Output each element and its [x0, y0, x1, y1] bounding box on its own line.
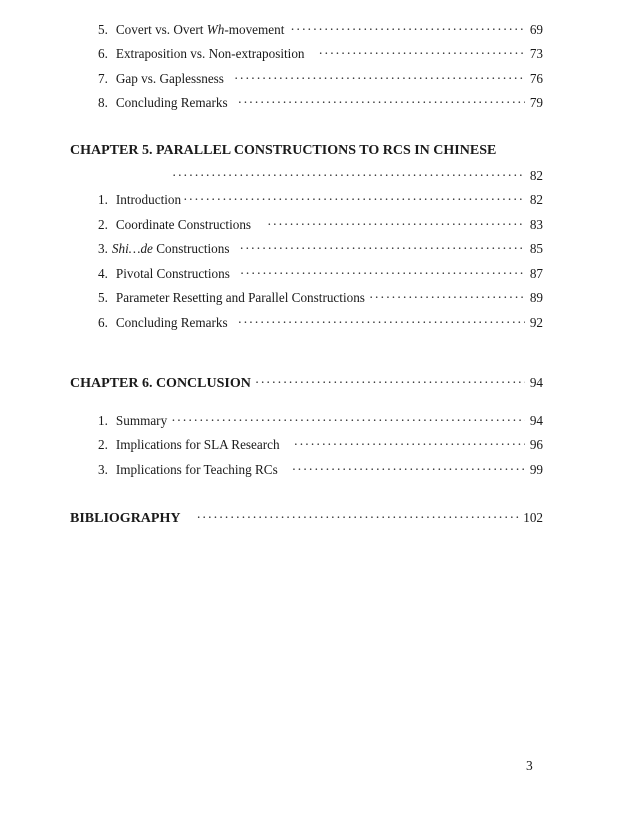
toc-entry-label: 5. Parameter Resetting and Parallel Constructions	[98, 290, 365, 305]
chapter-heading: CHAPTER 6. CONCLUSION	[70, 376, 251, 391]
toc-entry-label: 2. Coordinate Constructions	[98, 217, 252, 232]
toc-entry-label: 2. Implications for SLA Research	[98, 437, 280, 452]
bibliography-heading: BIBLIOGRAPHY	[70, 511, 181, 526]
toc-page-number: 94	[529, 375, 543, 390]
dot-leader	[183, 192, 525, 208]
dot-leader	[172, 168, 525, 184]
dot-leader	[234, 71, 525, 87]
dot-leader	[196, 510, 519, 526]
toc-page-number: 94	[529, 413, 543, 428]
toc-entry[interactable]	[98, 217, 543, 233]
toc-entry[interactable]	[98, 413, 543, 429]
dot-leader	[171, 413, 525, 429]
dot-leader	[294, 437, 525, 453]
page-number: 3	[526, 758, 533, 773]
toc-entry[interactable]	[98, 290, 543, 306]
toc-entry[interactable]	[98, 95, 543, 111]
toc-page-number: 102	[523, 510, 543, 525]
dot-leader	[319, 46, 525, 62]
toc-entry-label: 6. Extraposition vs. Non-extraposition	[98, 46, 305, 61]
toc-entry-label: 7. Gap vs. Gaplessness	[98, 71, 224, 86]
chapter-heading-line[interactable]	[70, 375, 543, 391]
toc-entry[interactable]	[98, 462, 543, 478]
chapter-heading[interactable]: CHAPTER 5. PARALLEL CONSTRUCTIONS TO RCS IN CHINESE	[70, 143, 497, 158]
toc-entry[interactable]	[98, 192, 543, 208]
toc-page-number: 82	[529, 168, 543, 183]
toc-entry[interactable]	[98, 437, 543, 453]
dot-leader	[238, 315, 525, 331]
toc-page-number: 99	[529, 462, 543, 477]
toc-entry-label: 8. Concluding Remarks	[98, 95, 228, 110]
toc-page-number: 83	[529, 217, 543, 232]
toc-page-number: 79	[529, 95, 543, 110]
toc-page-number: 69	[529, 22, 543, 37]
toc-page-number: 82	[529, 192, 543, 207]
toc-entry[interactable]	[98, 266, 543, 282]
toc-page-number: 87	[529, 266, 543, 281]
dot-leader	[239, 241, 525, 257]
toc-entry[interactable]	[98, 22, 543, 38]
toc-entry-label: 3. Implications for Teaching RCs	[98, 462, 278, 477]
dot-leader	[290, 22, 525, 38]
toc-entry-label: 1. Introduction	[98, 192, 182, 207]
dot-leader	[292, 462, 525, 478]
dot-leader	[255, 375, 525, 391]
toc-entry-label: 1. Summary	[98, 413, 168, 428]
bibliography-line[interactable]	[70, 510, 543, 526]
toc-page-number: 92	[529, 315, 543, 330]
dot-leader	[369, 290, 525, 306]
toc-page-number: 76	[529, 71, 543, 86]
toc-entry-label: 5. Covert vs. Overt Wh-movement	[98, 22, 285, 37]
toc-page-number: 85	[529, 241, 543, 256]
toc-entry-label: 3. Shi…de Constructions	[98, 241, 230, 256]
toc-page-number: 73	[529, 46, 543, 61]
toc-page-number: 96	[529, 437, 543, 452]
toc-entry-label: 4. Pivotal Constructions	[98, 266, 230, 281]
toc-entry-label: 6. Concluding Remarks	[98, 315, 228, 330]
toc-entry[interactable]	[98, 315, 543, 331]
dot-leader	[238, 95, 525, 111]
dot-leader	[240, 266, 525, 282]
toc-entry[interactable]	[98, 46, 543, 62]
toc-entry[interactable]	[98, 241, 543, 257]
toc-page-number: 89	[529, 290, 543, 305]
chapter-page-line[interactable]	[172, 168, 543, 184]
toc-entry[interactable]	[98, 71, 543, 87]
dot-leader	[267, 217, 525, 233]
